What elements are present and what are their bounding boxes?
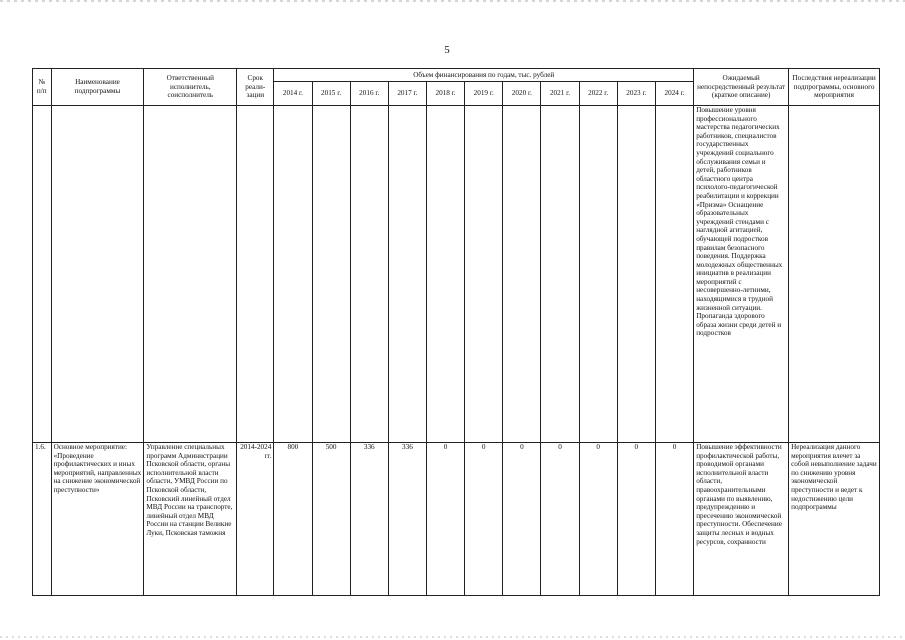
cell-value — [426, 106, 464, 443]
header-year: 2023 г. — [617, 82, 655, 106]
scan-edge-top — [0, 0, 905, 2]
header-year: 2020 г. — [503, 82, 541, 106]
header-year: 2015 г. — [312, 82, 350, 106]
cell-executor: Управление специальных программ Администрации Псковской области, органы исполнительной власти области, УМВД России по Псковской области, Псковский линейный отдел МВД России на транспорте, линейный отдел МВД России на станции Великие Луки, Псковская таможня — [144, 443, 237, 596]
table-row — [33, 443, 880, 596]
header-year: 2021 г. — [541, 82, 579, 106]
cell-subprogram — [51, 106, 144, 443]
header-num: № п/п — [33, 69, 52, 106]
cell-num — [33, 106, 52, 443]
cell-subprogram: Основное мероприятие: «Проведение профилактических и иных мероприятий, направленных на снижение экономической преступности» — [51, 443, 144, 596]
cell-value: 0 — [541, 443, 579, 596]
cell-term — [237, 106, 274, 443]
cell-result: Повышение эффективности профилактической работы, проводимой органами исполнительной власти области, правоохранительными органами по выявлению, предупреждению и пресечению экономической преступности. Обеспечение защиты лесных и водных ресурсов, сохранности — [694, 443, 789, 596]
cell-term: 2014-2024 гг. — [237, 443, 274, 596]
cell-value: 0 — [579, 443, 617, 596]
cell-value — [465, 106, 503, 443]
cell-value: 0 — [503, 443, 541, 596]
header-term: Срок реали-зации — [237, 69, 274, 106]
header-year: 2014 г. — [274, 82, 312, 106]
cell-value: 336 — [388, 443, 426, 596]
header-year: 2016 г. — [350, 82, 388, 106]
cell-value — [579, 106, 617, 443]
cell-result: Повышение уровня профессионального мастерства педагогических работников, специалистов государственных учреждений социального обслуживания семьи и детей, работников областного центра психолого-педагогической реабилитации и коррекции «Призма» Оснащение образовательных учреждений стендами с наглядной агитацией, обучающей подростков правилам безопасного поведения. Поддержка молодежных общественных инициатив в реализации мероприятий с несовершенно-летними, находящимися в трудной жизненной ситуации. Пропаганда здорового образа жизни среди детей и подростков — [694, 106, 789, 443]
cell-value: 0 — [655, 443, 693, 596]
cell-value: 336 — [350, 443, 388, 596]
header-subprogram: Наименование подпрограммы — [51, 69, 144, 106]
header-year: 2024 г. — [655, 82, 693, 106]
cell-num: 1.6. — [33, 443, 52, 596]
scan-edge-bottom — [0, 636, 905, 638]
header-executor: Ответственный исполнитель, соисполнитель — [144, 69, 237, 106]
cell-value — [655, 106, 693, 443]
header-year: 2022 г. — [579, 82, 617, 106]
cell-value — [312, 106, 350, 443]
cell-value: 0 — [465, 443, 503, 596]
cell-value — [274, 106, 312, 443]
header-funding: Объем финансирования по годам, тыс. рублей — [274, 69, 694, 82]
header-year: 2017 г. — [388, 82, 426, 106]
cell-value — [503, 106, 541, 443]
financing-table — [32, 68, 880, 596]
cell-value: 800 — [274, 443, 312, 596]
header-year: 2019 г. — [465, 82, 503, 106]
cell-value: 0 — [617, 443, 655, 596]
page-number: 5 — [444, 44, 450, 56]
cell-value — [617, 106, 655, 443]
cell-value — [541, 106, 579, 443]
cell-value — [350, 106, 388, 443]
header-year: 2018 г. — [426, 82, 464, 106]
cell-value: 0 — [426, 443, 464, 596]
header-consequences: Последствия нереализации подпрограммы, основного мероприятия — [789, 69, 880, 106]
header-result: Ожидаемый непосредственный результат (краткое описание) — [694, 69, 789, 106]
table-row — [33, 106, 880, 443]
cell-executor — [144, 106, 237, 443]
cell-value: 500 — [312, 443, 350, 596]
cell-value — [388, 106, 426, 443]
cell-consequences: Нереализация данного мероприятия влечет за собой невыполнение задачи по снижению уровня экономической преступности и ведет к недостижению цели подпрограммы — [789, 443, 880, 596]
cell-consequences — [789, 106, 880, 443]
